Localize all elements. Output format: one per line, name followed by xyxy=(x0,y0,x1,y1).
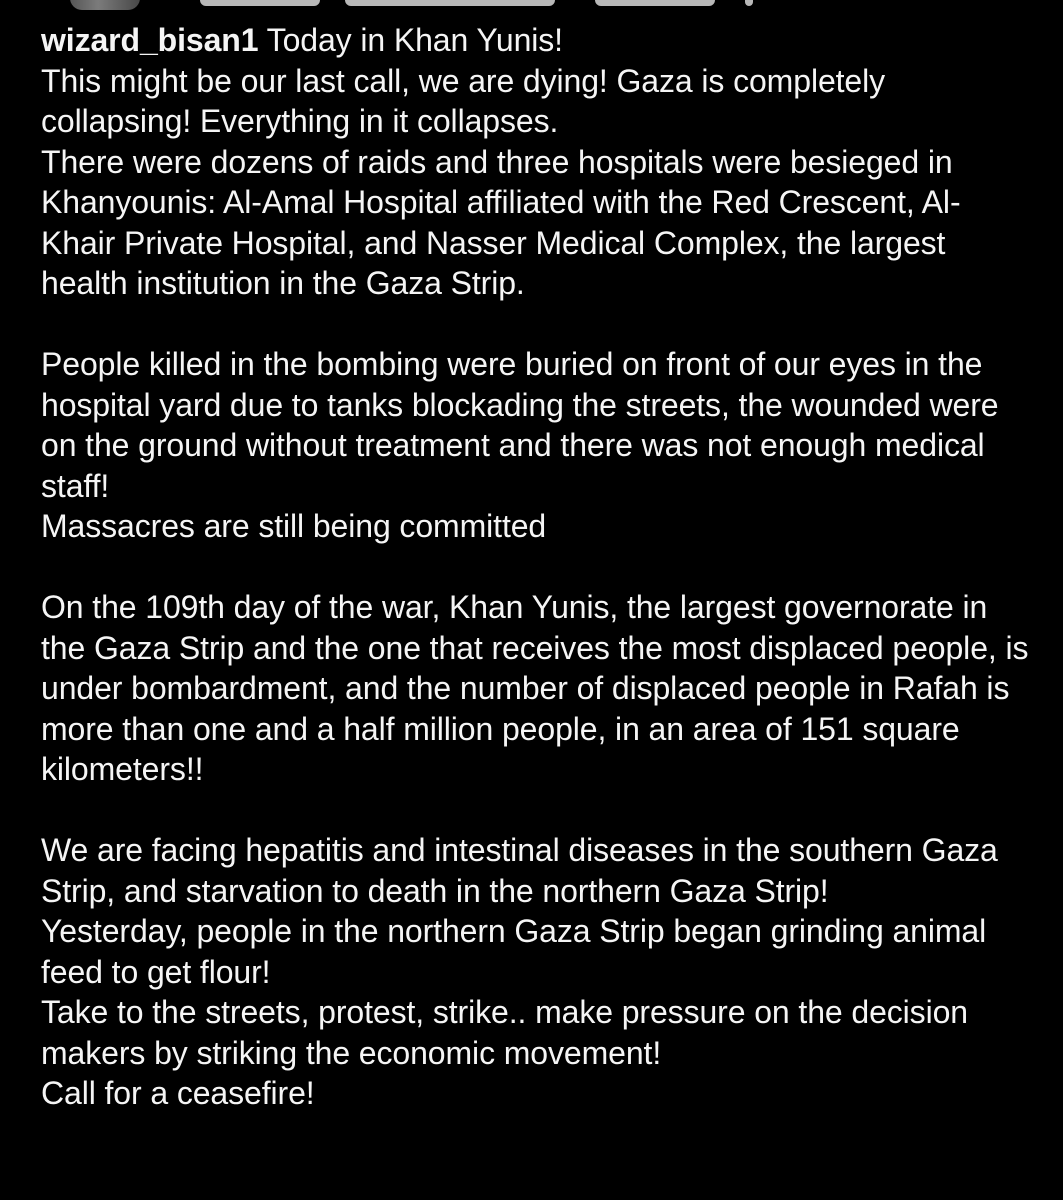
caption-opening: Today in Khan Yunis! xyxy=(266,22,563,58)
caption-line: There were dozens of raids and three hospitals were besieged in Khanyounis: Al-Amal Hospital affiliated with the Red Crescent, Al-Khair Private Hospital, and Nasser Medical Complex, the largest health institution in the Gaza Strip. xyxy=(41,143,962,301)
caption-first-line xyxy=(41,20,1031,61)
avatar xyxy=(70,0,140,10)
caption-line: Call for a ceasefire! xyxy=(41,1075,315,1111)
paragraph-gap xyxy=(41,547,1031,588)
caption-line: Massacres are still being committed xyxy=(41,508,547,544)
paragraph-gap xyxy=(41,790,1031,831)
caption-line: We are facing hepatitis and intestinal diseases in the southern Gaza Strip, and starvation to death in the northern Gaza Strip! xyxy=(41,832,1007,909)
post-caption xyxy=(41,20,1038,1114)
username-link[interactable]: wizard_bisan1 xyxy=(41,22,259,58)
caption-line: Yesterday, people in the northern Gaza Strip began grinding animal feed to get flour! xyxy=(41,913,995,990)
caption-line: On the 109th day of the war, Khan Yunis, the largest governorate in the Gaza Strip and the one that receives the most displaced people, is under bombardment, and the number of displaced people in Rafah is more than one and a half million people, in an area of 151 square kilometers!! xyxy=(41,589,1038,787)
cutoff-text-fragment xyxy=(200,0,320,6)
caption-line: Take to the streets, protest, strike.. make pressure on the decision makers by striking the economic movement! xyxy=(41,994,977,1071)
caption-line: This might be our last call, we are dying! Gaza is completely collapsing! Everything in it collapses. xyxy=(41,62,894,139)
cutoff-text-fragment xyxy=(595,0,715,6)
caption-line: People killed in the bombing were buried on front of our eyes in the hospital yard due to tanks blockading the streets, the wounded were on the ground without treatment and there was not enough medical staff! xyxy=(41,346,1008,504)
cutoff-text-fragment xyxy=(345,0,555,6)
previous-post-cutoff xyxy=(0,0,1063,14)
paragraph-gap xyxy=(41,304,1031,345)
cutoff-text-fragment xyxy=(745,0,753,6)
